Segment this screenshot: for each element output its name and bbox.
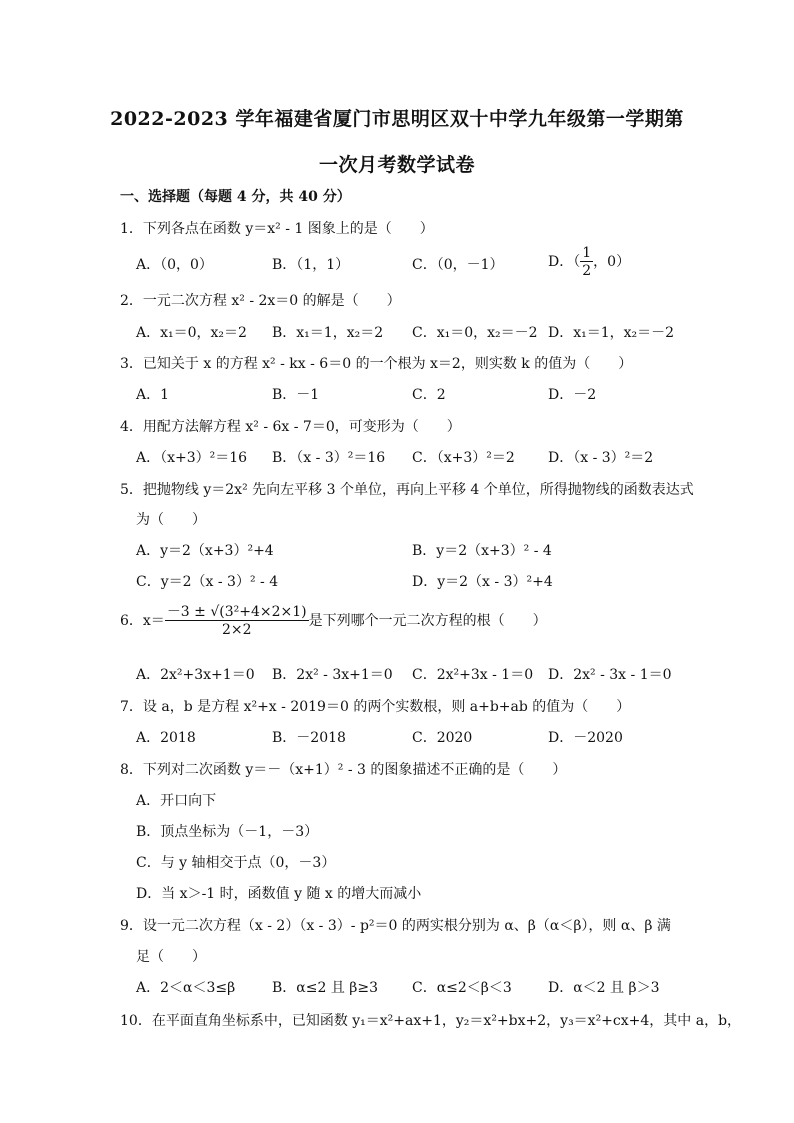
- question-1-option-b: B．（1，1）: [272, 257, 350, 273]
- question-6-option-a: A．2x²+3x+1＝0: [136, 667, 255, 683]
- question-4-option-a: A．（x+3）²＝16: [136, 450, 248, 466]
- question-9-option-a: A．2＜α＜3≤β: [136, 980, 236, 996]
- question-7-option-a: A．2018: [136, 730, 196, 746]
- root-formula-fraction: [165, 605, 309, 637]
- question-2-stem: 2．一元二次方程 x² - 2x＝0 的解是（ ）: [120, 293, 401, 309]
- question-7-option-b: B．－2018: [272, 730, 346, 746]
- question-9-stem: 9．设一元二次方程（x - 2）（x - 3）- p²＝0 的两实根分别为 α、β（α＜β），则 α、β 满: [120, 918, 671, 934]
- question-1-option-c: C．（0，－1）: [412, 257, 504, 273]
- question-4-option-d: D．（x - 3）²＝2: [548, 450, 654, 466]
- question-6-suffix: 是下列哪个一元二次方程的根（ ）: [308, 613, 547, 629]
- question-5-option-d: D．y＝2（x - 3）²+4: [412, 574, 553, 590]
- question-7-stem: 7．设 a，b 是方程 x²+x - 2019＝0 的两个实数根，则 a+b+ab 的值为（ ）: [120, 699, 631, 715]
- question-5-option-c: C．y＝2（x - 3）² - 4: [136, 574, 279, 590]
- question-1-option-d: [548, 246, 630, 278]
- question-3-option-a: A．1: [136, 387, 170, 403]
- question-10-stem: 10．在平面直角坐标系中，已知函数 y₁＝x²+ax+1，y₂＝x²+bx+2，y₃＝x²+cx+4，其中 a，b，: [120, 1013, 742, 1029]
- question-4-option-c: C．（x+3）²＝2: [412, 450, 515, 466]
- section-heading: 一、选择题（每题 4 分，共 40 分）: [120, 189, 351, 205]
- question-1-option-d-prefix: D．（: [548, 254, 581, 270]
- fraction: [580, 246, 593, 278]
- question-9-option-b: B．α≤2 且 β≥3: [272, 980, 379, 996]
- question-5-stem-continued: 为（ ）: [136, 512, 206, 528]
- question-5-option-b: B．y＝2（x+3）² - 4: [412, 543, 552, 559]
- question-9-option-c: C．α≤2＜β＜3: [412, 980, 512, 996]
- question-6-stem: [120, 605, 547, 637]
- question-6-option-b: B．2x² - 3x+1＝0: [272, 667, 393, 683]
- question-5-option-a: A．y＝2（x+3）²+4: [136, 543, 274, 559]
- fraction-denominator: 2: [582, 263, 592, 279]
- question-2-option-a: A．x₁＝0，x₂＝2: [136, 325, 247, 341]
- question-7-option-d: D．－2020: [548, 730, 623, 746]
- question-8-option-b: B．顶点坐标为（－1，－3）: [136, 824, 319, 840]
- question-1-option-a: A．（0，0）: [136, 257, 213, 273]
- exam-title-line1: 2022-2023 学年福建省厦门市思明区双十中学九年级第一学期第: [110, 108, 684, 130]
- question-2-option-d: D．x₁＝1，x₂＝－2: [548, 325, 675, 341]
- question-3-option-b: B．－1: [272, 387, 320, 403]
- root-formula-denominator: 2×2: [221, 622, 252, 638]
- question-6-option-d: D．2x² - 3x - 1＝0: [548, 667, 672, 683]
- question-7-option-c: C．2020: [412, 730, 473, 746]
- question-3-stem: 3．已知关于 x 的方程 x² - kx - 6＝0 的一个根为 x＝2，则实数 k 的值为（ ）: [120, 356, 633, 372]
- question-8-option-d: D．当 x＞-1 时，函数值 y 随 x 的增大而减小: [136, 886, 422, 902]
- question-9-option-d: D．α＜2 且 β＞3: [548, 980, 660, 996]
- question-1-option-d-suffix: ，0）: [593, 254, 631, 270]
- question-3-option-d: D．－2: [548, 387, 597, 403]
- question-9-stem-continued: 足（ ）: [136, 949, 206, 965]
- exam-title-line2: 一次月考数学试卷: [318, 154, 475, 176]
- question-4-option-b: B．（x - 3）²＝16: [272, 450, 386, 466]
- fraction-numerator: 1: [582, 245, 592, 261]
- question-8-option-c: C．与 y 轴相交于点（0，－3）: [136, 855, 336, 871]
- question-4-stem: 4．用配方法解方程 x² - 6x - 7＝0，可变形为（ ）: [120, 419, 461, 435]
- question-3-option-c: C．2: [412, 387, 446, 403]
- question-5-stem: 5．把抛物线 y＝2x² 先向左平移 3 个单位，再向上平移 4 个单位，所得抛物线的函数表达式: [120, 482, 694, 498]
- question-1-stem: 1．下列各点在函数 y＝x² - 1 图象上的是（ ）: [120, 221, 434, 237]
- question-2-option-b: B．x₁＝1，x₂＝2: [272, 325, 384, 341]
- question-2-option-c: C．x₁＝0，x₂＝－2: [412, 325, 538, 341]
- question-8-option-a: A．开口向下: [136, 793, 217, 809]
- question-6-option-c: C．2x²+3x - 1＝0: [412, 667, 534, 683]
- question-6-prefix: 6．x＝: [120, 613, 165, 629]
- question-8-stem: 8．下列对二次函数 y＝－（x+1）² - 3 的图象描述不正确的是（ ）: [120, 762, 567, 778]
- root-formula-numerator: －3 ± √(3²+4×2×1): [166, 604, 307, 620]
